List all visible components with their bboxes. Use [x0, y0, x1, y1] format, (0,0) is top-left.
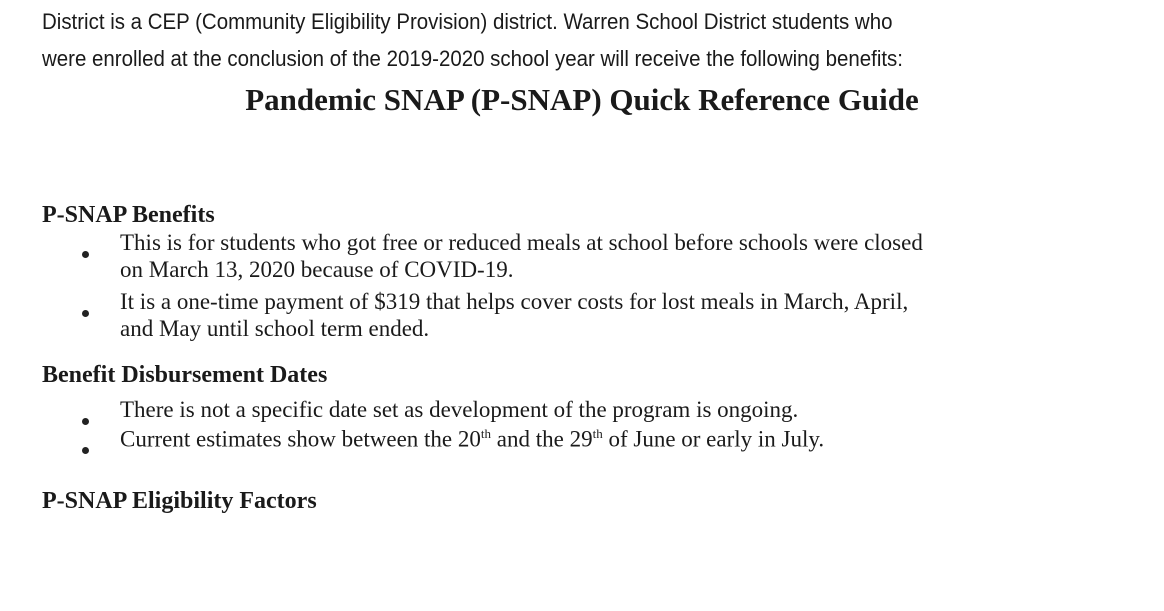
text: and the 29: [491, 426, 593, 452]
benefit-bullet-1-line-2: on March 13, 2020 because of COVID-19.: [120, 257, 514, 282]
section-heading-benefits: P-SNAP Benefits: [42, 202, 215, 228]
intro-line-2: were enrolled at the conclusion of the 2019-2020 school year will receive the following benefits:: [42, 46, 903, 71]
text: of June or early in July.: [602, 426, 825, 452]
superscript: th: [480, 426, 492, 441]
benefit-bullet-2-line-2: and May until school term ended.: [120, 316, 430, 341]
bullet-icon: [82, 447, 89, 454]
benefit-bullet-1-line-1: This is for students who got free or reduced meals at school before schools were closed: [120, 230, 923, 255]
section-heading-disbursement: Benefit Disbursement Dates: [42, 362, 328, 388]
bullet-icon: [82, 251, 89, 258]
section-heading-eligibility: P-SNAP Eligibility Factors: [42, 488, 317, 514]
bullet-icon: [82, 418, 89, 425]
disbursement-bullet-2: [120, 426, 824, 453]
page-title: Pandemic SNAP (P-SNAP) Quick Reference Guide: [245, 82, 919, 117]
bullet-icon: [82, 310, 89, 317]
benefit-bullet-2-line-1: It is a one-time payment of $319 that helps cover costs for lost meals in March, April,: [120, 289, 909, 314]
disbursement-bullet-1: There is not a specific date set as development of the program is ongoing.: [120, 397, 799, 422]
intro-line-1: District is a CEP (Community Eligibility Provision) district. Warren School District students who: [42, 9, 893, 34]
superscript: th: [592, 426, 603, 441]
text: Current estimates show between the 20: [120, 426, 481, 452]
